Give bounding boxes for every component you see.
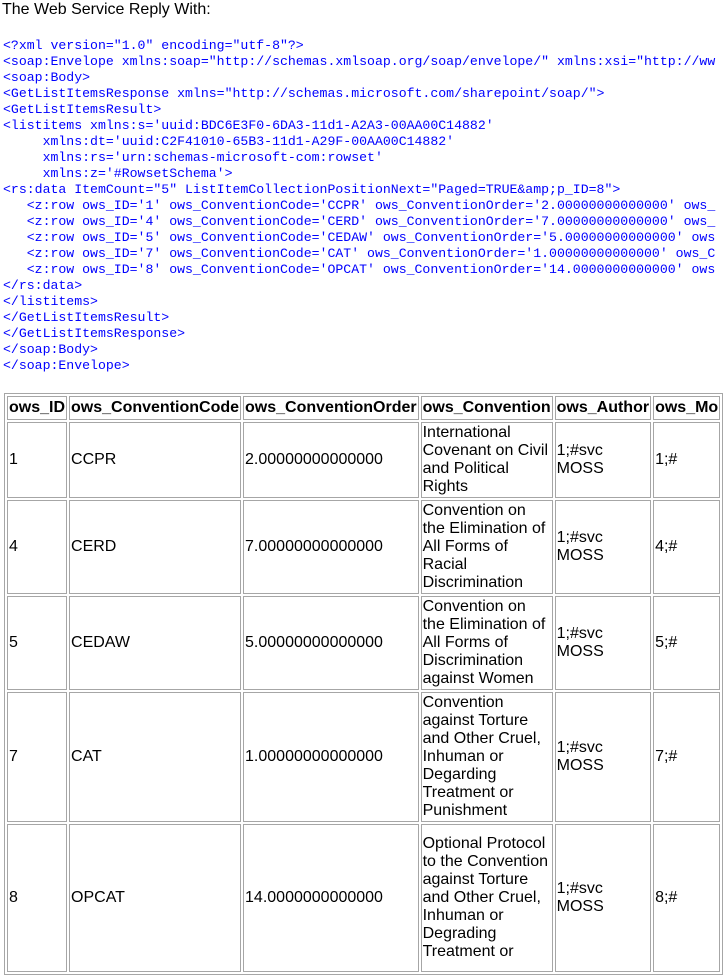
cell-id: 5 [7, 596, 67, 690]
cell-modified: 7;# [653, 692, 720, 822]
cell-id: 4 [7, 500, 67, 594]
table-row [7, 824, 720, 972]
cell-convention-order: 2.00000000000000 [243, 422, 419, 498]
column-header-convention-order: ows_ConventionOrder [243, 396, 419, 420]
column-header-author: ows_Author [555, 396, 651, 420]
table-row [7, 596, 720, 690]
cell-convention-code: CCPR [69, 422, 241, 498]
xml-line: <listitems xmlns:s='uuid:BDC6E3F0-6DA3-11d1-A2A3-00AA00C14882' [3, 118, 494, 133]
xml-line: <z:row ows_ID='5' ows_ConventionCode='CEDAW' ows_ConventionOrder='5.00000000000000' ows [3, 230, 716, 245]
cell-convention-code: CERD [69, 500, 241, 594]
cell-convention: Convention against Torture and Other Cruel, Inhuman or Degarding Treatment or Punishment [421, 692, 553, 822]
table-row [7, 500, 720, 594]
xml-line: <soap:Envelope xmlns:soap="http://schemas.xmlsoap.org/soap/envelope/" xmlns:xsi="http://ww [3, 54, 716, 69]
xml-line: xmlns:rs='urn:schemas-microsoft-com:rowset' [3, 150, 383, 165]
xml-line: <z:row ows_ID='4' ows_ConventionCode='CERD' ows_ConventionOrder='7.00000000000000' ows_ [3, 214, 716, 229]
cell-convention: International Covenant on Civil and Political Rights [421, 422, 553, 498]
results-table [4, 393, 723, 975]
column-header-modified: ows_Mo [653, 396, 720, 420]
xml-line: <GetListItemsResult> [3, 102, 162, 117]
xml-response-block [3, 38, 715, 374]
xml-line: xmlns:z='#RowsetSchema'> [3, 166, 233, 181]
cell-convention-code: OPCAT [69, 824, 241, 972]
column-header-convention: ows_Convention [421, 396, 553, 420]
cell-id: 7 [7, 692, 67, 822]
xml-line: </GetListItemsResult> [3, 310, 170, 325]
xml-line: <?xml version="1.0" encoding="utf-8"?> [3, 38, 304, 53]
cell-modified: 1;# [653, 422, 720, 498]
cell-convention-order: 14.0000000000000 [243, 824, 419, 972]
table-row [7, 692, 720, 822]
cell-author: 1;#svc MOSS [555, 692, 651, 822]
cell-author: 1;#svc MOSS [555, 596, 651, 690]
cell-convention-order: 1.00000000000000 [243, 692, 419, 822]
cell-id: 1 [7, 422, 67, 498]
xml-line: </soap:Body> [3, 342, 98, 357]
cell-author: 1;#svc MOSS [555, 422, 651, 498]
cell-convention: Convention on the Elimination of All Forms of Discrimination against Women [421, 596, 553, 690]
cell-id: 8 [7, 824, 67, 972]
cell-convention: Convention on the Elimination of All Forms of Racial Discrimination [421, 500, 553, 594]
xml-line: </GetListItemsResponse> [3, 326, 186, 341]
xml-line: <rs:data ItemCount="5" ListItemCollectionPositionNext="Paged=TRUE&amp;p_ID=8"> [3, 182, 621, 197]
cell-author: 1;#svc MOSS [555, 824, 651, 972]
column-header-id: ows_ID [7, 396, 67, 420]
xml-line: <z:row ows_ID='8' ows_ConventionCode='OPCAT' ows_ConventionOrder='14.0000000000000' ows [3, 262, 716, 277]
xml-line: <z:row ows_ID='7' ows_ConventionCode='CAT' ows_ConventionOrder='1.00000000000000' ows_C [3, 246, 716, 261]
xml-line: <z:row ows_ID='1' ows_ConventionCode='CCPR' ows_ConventionOrder='2.00000000000000' ows_ [3, 198, 716, 213]
column-header-convention-code: ows_ConventionCode [69, 396, 241, 420]
xml-line: xmlns:dt='uuid:C2F41010-65B3-11d1-A29F-00AA00C14882' [3, 134, 455, 149]
xml-line: </rs:data> [3, 278, 83, 293]
xml-line: </listitems> [3, 294, 98, 309]
xml-line: <soap:Body> [3, 70, 91, 85]
cell-modified: 5;# [653, 596, 720, 690]
xml-line: </soap:Envelope> [3, 358, 130, 373]
cell-convention-order: 5.00000000000000 [243, 596, 419, 690]
cell-convention-order: 7.00000000000000 [243, 500, 419, 594]
cell-author: 1;#svc MOSS [555, 500, 651, 594]
cell-convention-code: CAT [69, 692, 241, 822]
table-row [7, 422, 720, 498]
cell-modified: 8;# [653, 824, 720, 972]
cell-convention-code: CEDAW [69, 596, 241, 690]
xml-line: <GetListItemsResponse xmlns="http://schemas.microsoft.com/sharepoint/soap/"> [3, 86, 605, 101]
cell-convention: Optional Protocol to the Convention against Torture and Other Cruel, Inhuman or Degrading Treatment or [421, 824, 553, 972]
intro-text: The Web Service Reply With: [2, 1, 211, 18]
table-header-row [7, 396, 720, 420]
cell-modified: 4;# [653, 500, 720, 594]
